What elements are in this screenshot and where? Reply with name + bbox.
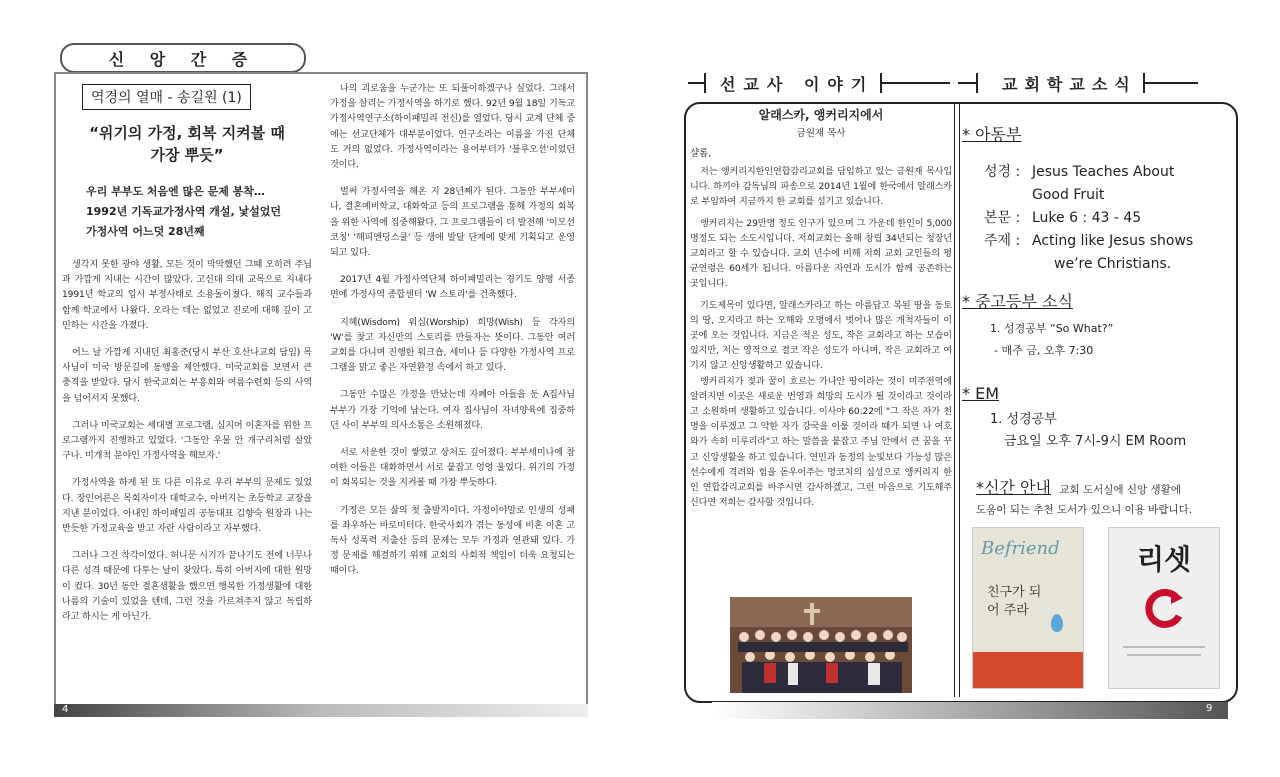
mission-header [688, 72, 950, 94]
water-drop-icon [1051, 614, 1063, 632]
text-label: 본문 : [984, 210, 1021, 226]
new-books-notice [976, 475, 1228, 498]
new-books-desc-1: 교회 도서실에 신앙 생활에 [1059, 484, 1181, 496]
article-paragraph: 생각지 못한 광야 생활, 모든 것이 막막했던 그때 오히려 주님과 가깝게 지내는 시간이 많았다. 고신대 의대 교목으로 지내다 1991년 학교의 입시 부정사태로 소용돌이쳤다. 해직 교수들과 함께 학교에서 나왔다. 오라는 데는 없었고 진로에 대해 깊이 고민하는 시간을 가졌다. [62, 260, 312, 331]
children-dept-heading: * 아동부 [962, 125, 1022, 144]
reset-arrow-icon [1141, 586, 1187, 632]
right-page-number: 9 [1206, 703, 1213, 714]
article-paragraph: 벌써 가정사역을 해온 지 28년째가 된다. 그동안 부부세미나, 결혼예비학교, 대화학교 등의 프로그램을 통해 가정의 회복을 위한 사역에 집중해왔다. 그 프로그램들이 더 발전해 '이모션 코칭' '해피엔딩스쿨' 등 생애 발달 단계에 맞게 기획되고 운영되고 있다. [330, 187, 575, 259]
verse-value: Jesus Teaches About [1032, 164, 1175, 180]
article-paragraph: 서로 서운한 것이 쌓였고 상처도 깊어졌다. 부부세미나에 참여한 이들은 대화하면서 서로 붙잡고 엉엉 울었다. 위기의 가정이 회복되는 것을 지켜볼 때 가장 뿌듯하다. [330, 448, 575, 489]
mission-greeting: 샬롬, [690, 148, 712, 159]
youth-item-1: 1. 성경공부 “So What?” [990, 322, 1114, 335]
church-school-news [962, 120, 1228, 517]
article-paragraph: 나의 괴로움을 누군가는 또 되풀이하겠구나 싶었다. 그래서 가정을 살리는 가정사역을 하기로 했다. 92년 9월 18일 기독교가정사역연구소(하이패밀리 전신)를 열었다. 당시 교계 단체 중에는 선교단체가 대부분이었다. 연구소라는 이름을 가진 단체도 거의 없었다. 가정사역이라는 용어부터가 '블루오션'이었던 것이다. [330, 84, 575, 171]
article-paragraph: 그러나 그건 착각이었다. 허니문 시기가 끝나기도 전에 너무나 다른 성격 때문에 다투는 날이 잦았다. 특히 아버지에 대한 원망이 컸다. 30년 동안 결혼생활을 했으면 행복한 가정생활에 대한 나름의 기술이 있었을 텐데, 그런 것을 가르쳐주지 않고 독립하라고 하시는 게 아닌가. [62, 551, 312, 623]
article-paragraph: 그동안 수많은 가정을 만났는데 자폐아 아들을 둔 A집사님 부부가 가장 기억에 남는다. 여자 집사님이 자녀양육에 집중하던 사이 부부의 의사소통은 소원해졌다. [330, 390, 575, 431]
em-item-1: 1. 성경공부 [990, 412, 1057, 427]
article-paragraph: 2017년 4월 가정사역단체 하이패밀리는 경기도 양평 서종면에 가정사역 종합센터 'W 스토리'를 건축했다. [330, 275, 575, 301]
school-header-text: 교회학교소식 [1002, 74, 1137, 94]
article-paragraph: 가정사역을 하게 된 또 다른 이유로 우리 부부의 문제도 있었다. 장인어른은 목회자이자 대학교수, 아버지는 초등학교 교장을 지낸 분이었다. 아내인 하이패밀리 공동대표 김향숙 원장과 나는 반듯한 가정교육을 받고 자란 사람이라고 자부했다. [62, 478, 312, 535]
header-rule [688, 82, 704, 84]
mission-paragraph: 저는 앵커리지한인연합감리교회를 담임하고 있는 금원재 목사입니다. 하끼야 감독님의 파송으로 2014년 1월에 한국에서 알래스카로 부임하여 지금까지 한 교회를 섬기고 있습니다. [690, 167, 952, 208]
left-column-1 [62, 82, 312, 637]
subtitle-line-1: 우리 부부도 처음엔 많은 문제 봉착… [86, 185, 265, 198]
book-cover-befriend [972, 527, 1084, 689]
school-header [958, 72, 1198, 94]
book1-title-en: Befriend [981, 538, 1060, 559]
article-paragraph: 그러나 미국교회는 세대별 프로그램, 심지어 이혼자를 위한 프로그램까지 진행하고 있었다. '그동안 우물 안 개구리처럼 살았구나. 미개척 분야인 가정사역을 해보자.' [62, 420, 312, 462]
book1-title-ko: 친구가 되어 주라 [987, 585, 1042, 618]
header-tick [704, 73, 706, 93]
right-footer-bar [712, 702, 1228, 719]
left-section-header: 신 앙 간 증 [60, 43, 306, 73]
article-paragraph: 어느 날 가깝게 지내던 최홍준(당시 부산 호산나교회 담임) 목사님이 미국 방문길에 동행을 제안했다. 미국교회를 보면서 큰 충격을 받았다. 당시 한국교회는 부흥회와 여름수련회 등의 사역을 넘어서지 못했다. [62, 348, 312, 404]
mission-paragraph: 앵커리지는 29만명 정도 인구가 있으며 그 가운데 한인이 5,000명정도 되는 소도시입니다. 저희교회는 올해 창립 34년되는 청장년 교회라고 할 수 있습니다. 교회 년수에 비해 저희 교회 교인들의 평균연령은 60세가 됩니다. 아름다운 자연과 도시가 함께 공존하는 곳입니다. [690, 218, 952, 290]
em-info [990, 409, 1228, 453]
book2-subtitle-line [1123, 646, 1205, 648]
mission-story [690, 106, 952, 511]
theme-label: 주제 : [984, 233, 1021, 249]
article-subtitle [86, 182, 312, 242]
children-dept-info [984, 161, 1228, 276]
headline-line-2: 가장 뿌듯” [150, 146, 224, 164]
text-value: Luke 6 : 43 - 45 [1032, 210, 1142, 226]
header-rule [958, 82, 976, 84]
mission-paragraph: 기도제목이 있다면, 알래스카라고 하는 아름답고 복된 땅을 동토의 땅, 오지라고 하는 오해와 오명에서 벗어나 많은 개척자들이 이 곳에 오는 것입니다. 지금은 적은 성도, 작은 교회라고 하는 모습이 있지만, 저는 영적으로 결코 작은 성도가 아니며, 작은 교회라고 여기지 않고 신앙생활하고 있습니다. [690, 300, 952, 372]
youth-item-2: - 매주 금, 오후 7:30 [994, 344, 1094, 357]
mission-title: 알래스카, 앵커리지에서 [758, 108, 884, 122]
article-paragraph: 가정은 모든 삶의 첫 출발지이다. 가정이야말로 인생의 성패를 좌우하는 바로미터다. 한국사회가 겪는 동성애 비혼 이혼 고독사 성폭력 저출산 등의 문제는 모두 가정과 연관돼 있다. 가정 문제를 해결하기 위해 교회의 사회적 책임이 더욱 요청되는 때이다. [330, 505, 575, 577]
header-rule [882, 82, 950, 84]
header-rule [1145, 82, 1198, 84]
subtitle-line-2: 1992년 기독교가정사역 개설, 낯설었던 [86, 205, 282, 218]
youth-dept-info [990, 318, 1228, 362]
church-group-photo [730, 597, 912, 693]
book2-title: 리셋 [1136, 543, 1192, 576]
verse-label: 성경 : [984, 164, 1021, 180]
book1-band [973, 652, 1083, 688]
article-paragraph: 지혜(Wisdom) 워십(Worship) 희망(Wish) 등 각자의 'W'를 찾고 자신만의 스토리를 만들자는 뜻이다. 그동안 여러 교회를 다니며 진행한 워크숍, 세미나 등 다양한 가정사역 프로그램을 맑고 좋은 자연환경 속에서 하고 있다. [330, 317, 575, 374]
theme-value-cont: we’re Christians. [1054, 256, 1172, 272]
article-series-title: 역경의 열매 - 송길원 (1) [82, 84, 251, 110]
mission-header-text: 선교사 이야기 [720, 74, 875, 94]
header-tick [976, 73, 978, 93]
book2-subtitle-line [1127, 654, 1201, 656]
left-column-2 [330, 82, 575, 592]
theme-value: Acting like Jesus shows [1032, 233, 1194, 249]
headline-line-1: “위기의 가정, 회복 지켜볼 때 [89, 124, 285, 142]
book-cover-reset [1108, 527, 1220, 689]
article-headline [62, 122, 312, 166]
youth-dept-heading: * 중고등부 소식 [962, 292, 1073, 311]
subtitle-line-3: 가정사역 어느덧 28년째 [86, 225, 205, 238]
column-divider [954, 104, 960, 697]
em-heading: * EM [962, 384, 999, 403]
mission-author: 금원재 목사 [796, 128, 846, 139]
verse-value-cont: Good Fruit [1032, 187, 1105, 203]
new-books-desc-2: 도움이 되는 추천 도서가 있으니 이용 바랍니다. [976, 504, 1193, 516]
em-item-2: 금요일 오후 7시-9시 EM Room [1004, 434, 1187, 449]
mission-paragraph: 앵커리지가 젖과 꿀이 흐르는 가나안 땅이라는 것이 미주전역에 알려지면 이곳은 새로운 번영과 희망의 도시가 될 것이라고 것이라고 소원하며 생활하고 있습니다. 이사야 60:22에 "그 작은 자가 천 명을 이루겠고 그 약한 자가 강국을 이룰 것이라 때가 되면 나 여호와가 속히 이루리라"고 하는 말씀을 붙잡고 주님 안에서 큰 꿈을 꾸고 신앙생활을 하고 있습니다. 연민과 동정의 눈빛보다 가능성 많은 선수에게 격려와 힘을 돋우어주는 명코치의 심성으로 앵커리지 한인 연합감리교회를 바주시면 감사하겠고, 그런 마음으로 기도해주신다면 저희는 감사할 것입니다. [690, 376, 952, 509]
left-page-number: 4 [62, 704, 69, 715]
left-footer-bar [54, 704, 588, 717]
new-books-heading: *신간 안내 [976, 478, 1051, 497]
